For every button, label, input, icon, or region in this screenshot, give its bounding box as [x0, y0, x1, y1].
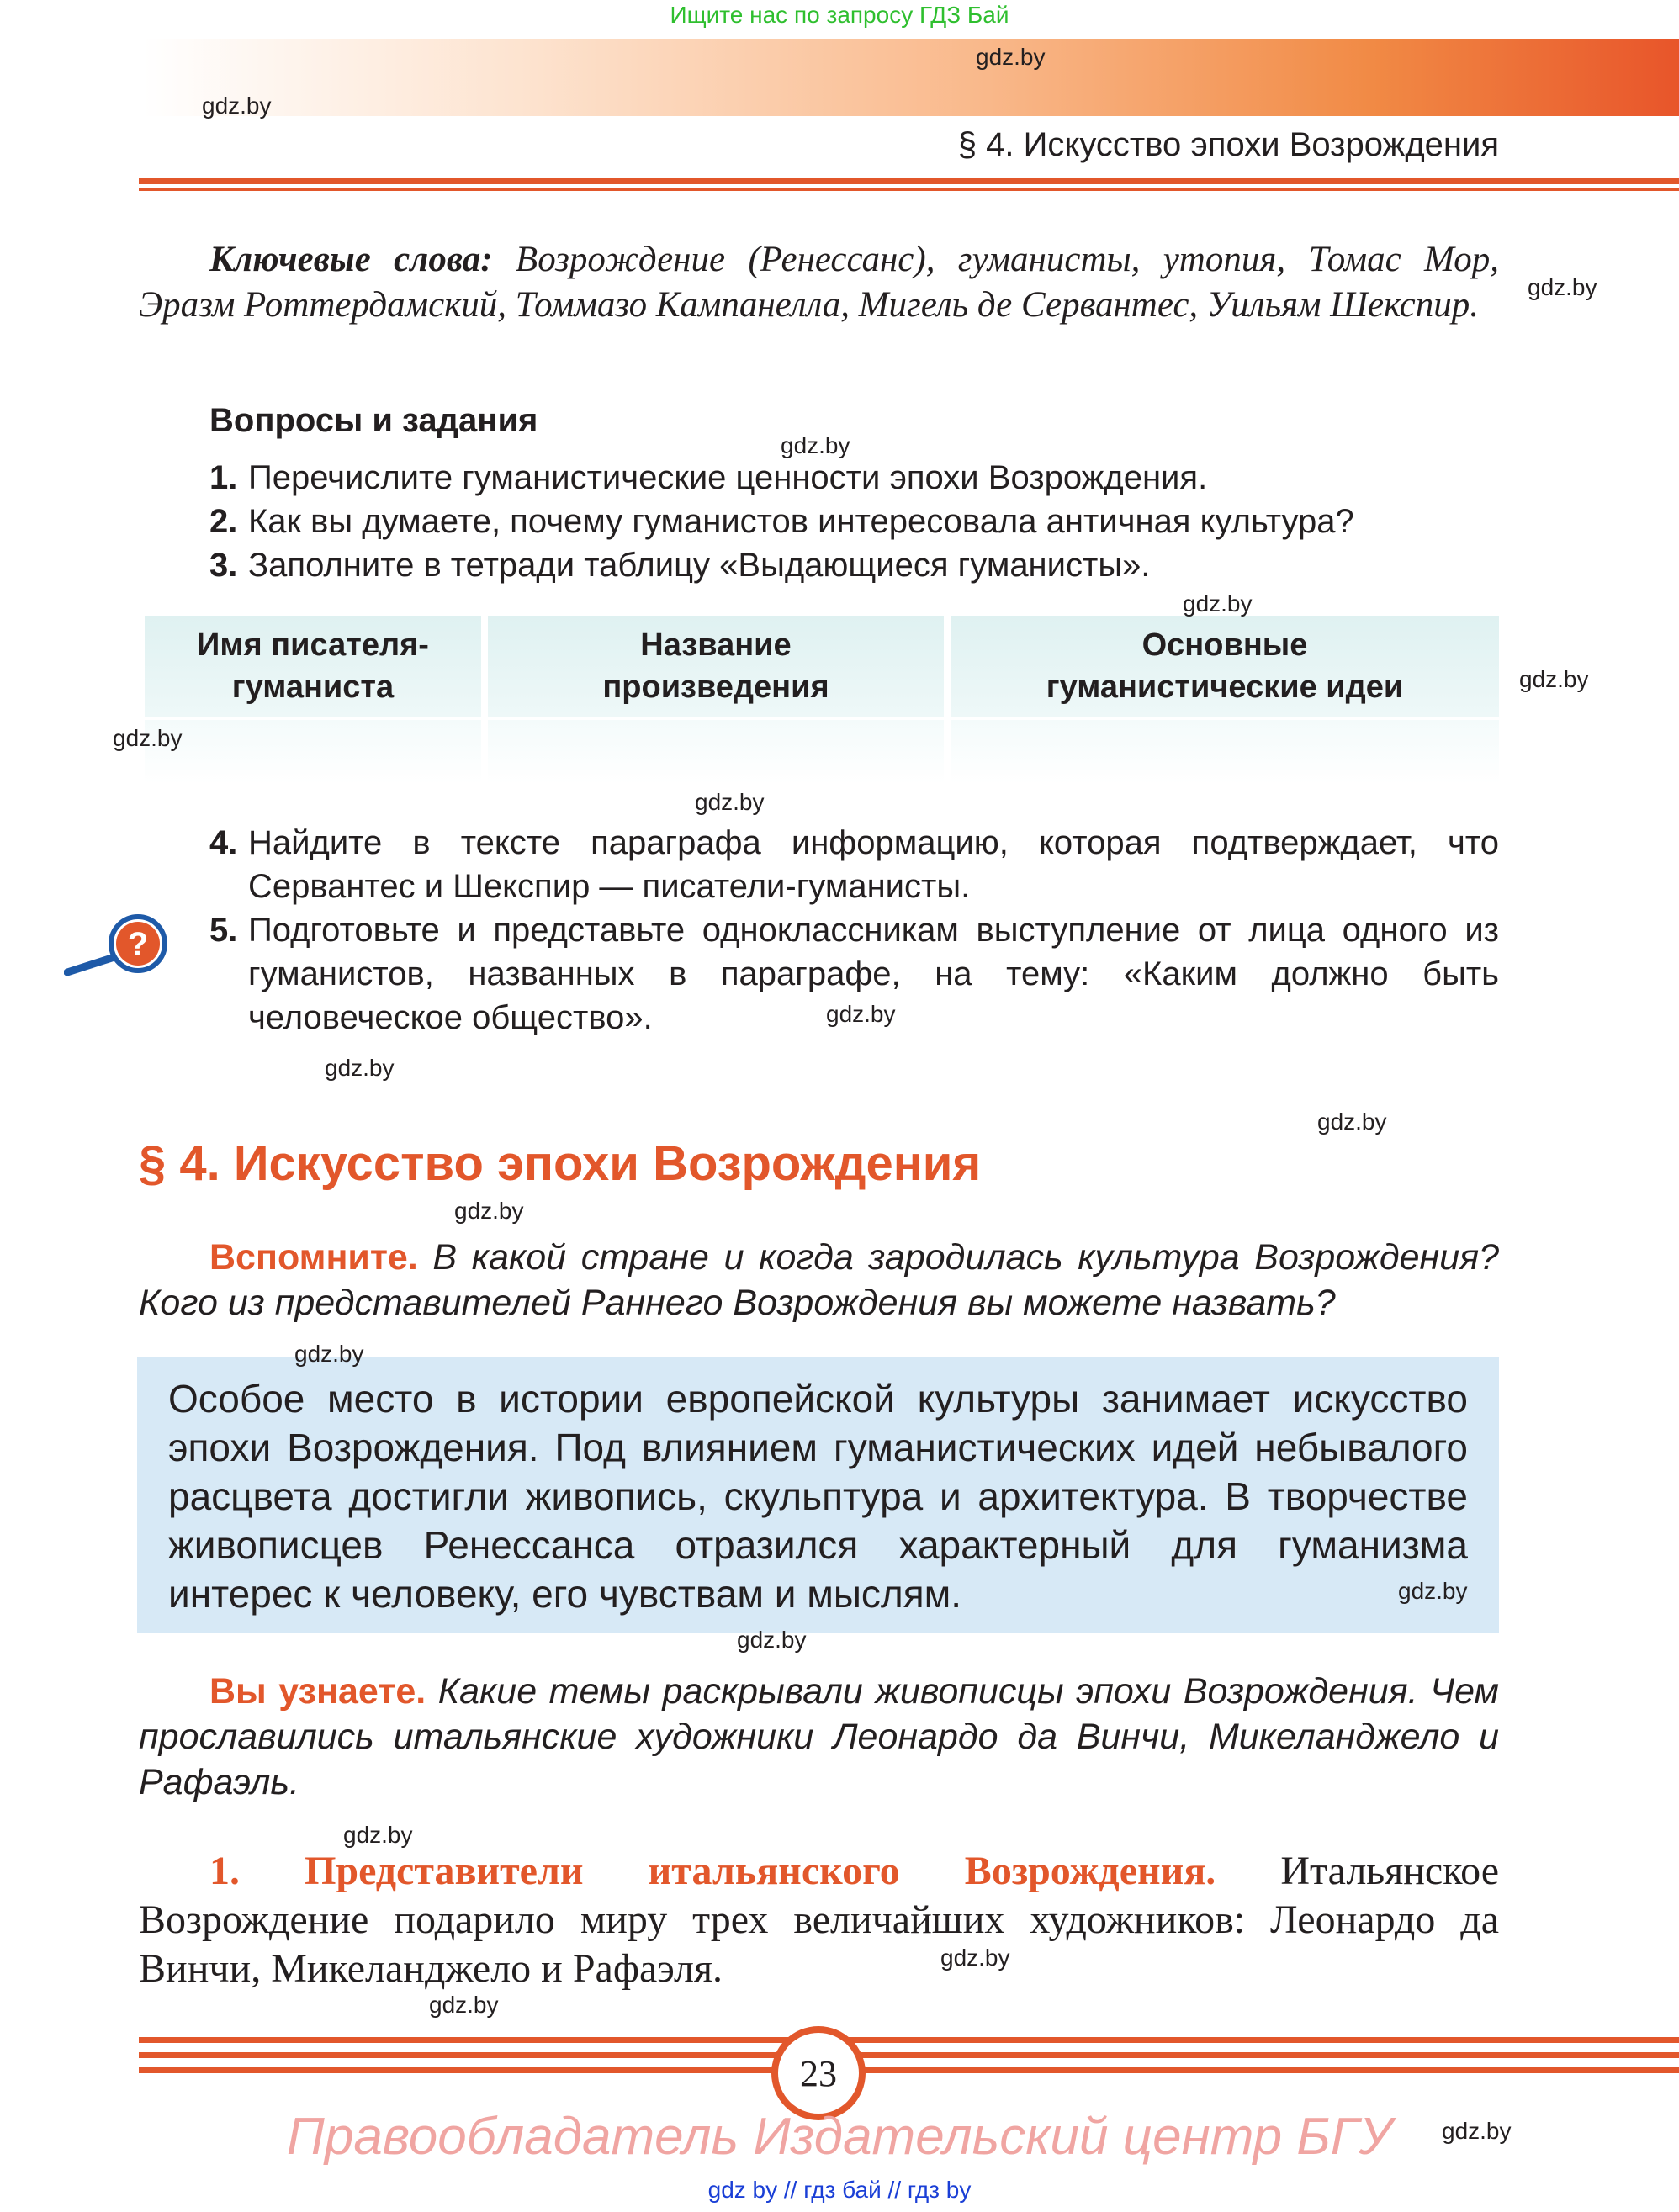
- question-item: [209, 543, 1499, 587]
- remember-paragraph: [139, 1235, 1499, 1326]
- svg-text:?: ?: [127, 926, 149, 963]
- watermark: gdz.by: [343, 1822, 413, 1848]
- keywords-paragraph: [139, 237, 1499, 328]
- watermark: gdz.by: [695, 789, 765, 815]
- question-number: 1.: [209, 459, 238, 496]
- question-item: [209, 821, 1499, 908]
- footer-rule-3: [139, 2067, 1679, 2073]
- watermark: gdz.by: [940, 1945, 1010, 1971]
- keywords-label: Ключевые слова:: [209, 240, 493, 279]
- table-header-cell: Основные гуманистические идеи: [951, 616, 1499, 717]
- watermark: gdz.by: [1317, 1109, 1387, 1135]
- table-empty-cell: [951, 720, 1499, 784]
- question-text: Подготовьте и представьте одноклассникам выступление от лица одного из гуманистов, названных в параграфе, на тему: «Каким должно быть человеческое общество».: [248, 912, 1499, 1036]
- keywords-text: Возрождение (Ренессанс), гуманисты, утопия, Томас Мор, Эразм Роттердамский, Томмазо Кампанелла, Мигель де Сервантес, Уильям Шекспир.: [139, 240, 1499, 325]
- remember-text: В какой стране и когда зародилась культура Возрождения? Кого из представителей Раннего Возрождения вы можете назвать?: [139, 1237, 1499, 1323]
- question-item: [209, 500, 1499, 543]
- search-hint: Ищите нас по запросу ГДЗ Бай: [670, 2, 1009, 28]
- learn-paragraph: [139, 1669, 1499, 1805]
- bottom-links[interactable]: gdz by // гдз бай // гдз by: [707, 2177, 972, 2203]
- question-text: Как вы думаете, почему гуманистов интересовала античная культура?: [248, 503, 1354, 540]
- question-item: [209, 456, 1499, 500]
- question-number: 4.: [209, 824, 238, 861]
- watermark: gdz.by: [454, 1198, 524, 1224]
- magnifier-question-icon: [64, 913, 173, 981]
- watermark: gdz.by: [826, 1001, 896, 1027]
- subsection-paragraph: [139, 1847, 1499, 1993]
- section-title: § 4. Искусство эпохи Возрождения: [139, 1136, 982, 1191]
- header-rule-thick: [139, 178, 1679, 184]
- table-header-cell: Название произведения: [488, 616, 944, 717]
- page-number: 23: [778, 2033, 859, 2114]
- subsection-text: Итальянское Возрождение подарило миру трех величайших художников: Леонардо да Винчи, Микеланджело и Рафаэля.: [139, 1849, 1500, 1991]
- copyright-notice: Правообладатель Издательский центр БГУ: [286, 2108, 1393, 2166]
- watermark: gdz.by: [976, 44, 1046, 70]
- question-number: 3.: [209, 547, 238, 584]
- watermark: gdz.by: [1442, 2118, 1512, 2144]
- question-text: Заполните в тетради таблицу «Выдающиеся гуманисты».: [248, 547, 1151, 584]
- watermark: gdz.by: [1519, 666, 1589, 692]
- table-empty-cell: [488, 720, 944, 784]
- watermark: gdz.by: [202, 93, 272, 119]
- watermark: gdz.by: [294, 1341, 364, 1367]
- table-empty-cell: [145, 720, 481, 784]
- watermark: gdz.by: [325, 1055, 395, 1081]
- learn-text: Какие темы раскрывали живописцы эпохи Возрождения. Чем прославились итальянские художники Леонардо да Винчи, Микеланджело и Рафаэль.: [139, 1671, 1499, 1802]
- watermark: gdz.by: [781, 432, 850, 458]
- watermark: gdz.by: [429, 1992, 499, 2018]
- footer-rule-1: [139, 2037, 1679, 2043]
- watermark: gdz.by: [1398, 1578, 1468, 1604]
- info-box-text: Особое место в истории европейской культуры занимает искусство эпохи Возрождения. Под влиянием гуманистических идей небывалого расцвета достигли живопись, скульптура и архитектура. В творчестве живописцев Ренессанса отразился характерный для гуманизма интерес к человеку, его чувствам и мыслям.: [168, 1377, 1468, 1616]
- watermark: gdz.by: [1528, 274, 1597, 300]
- table-header-cell: Имя писателя- гуманиста: [145, 616, 481, 717]
- running-title: § 4. Искусство эпохи Возрождения: [957, 126, 1499, 163]
- watermark: gdz.by: [1183, 590, 1253, 617]
- header-rule-thin: [139, 188, 1679, 191]
- footer-rule-2: [139, 2052, 1679, 2058]
- remember-label: Вспомните.: [209, 1237, 418, 1278]
- subsection-label: 1. Представители итальянского Возрождения.: [209, 1849, 1216, 1893]
- question-text: Найдите в тексте параграфа информацию, которая подтверждает, что Сервантес и Шекспир — писатели-гуманисты.: [248, 824, 1499, 905]
- question-number: 2.: [209, 503, 238, 540]
- watermark: gdz.by: [113, 725, 183, 751]
- watermark: gdz.by: [737, 1627, 807, 1653]
- questions-heading: Вопросы и задания: [209, 402, 538, 439]
- humanists-table: [145, 616, 1499, 784]
- question-text: Перечислите гуманистические ценности эпохи Возрождения.: [248, 459, 1208, 496]
- learn-label: Вы узнаете.: [209, 1671, 426, 1712]
- question-number: 5.: [209, 912, 238, 949]
- header-gradient-band: [143, 39, 1679, 116]
